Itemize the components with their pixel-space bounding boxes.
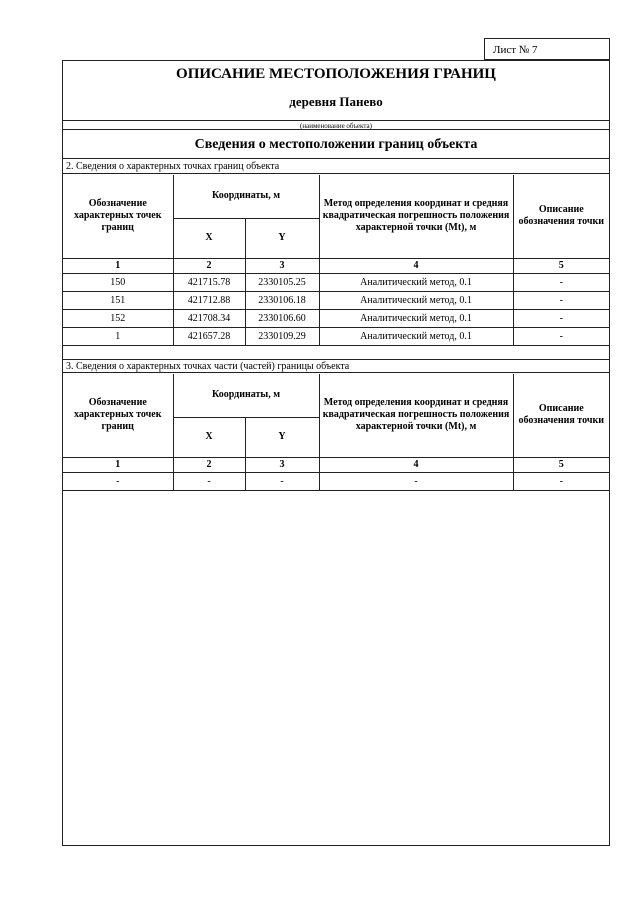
document-frame bbox=[62, 60, 610, 846]
col-header-description: Описание обозначения точки bbox=[513, 175, 609, 258]
coord-x: 421715.78 bbox=[173, 273, 245, 291]
col-number: 2 bbox=[173, 258, 245, 273]
section3-heading: 3. Сведения о характерных точках части (частей) границы объекта bbox=[63, 359, 609, 373]
col-number: 5 bbox=[513, 258, 609, 273]
col-header-method: Метод определения координат и средняя квадратическая погрешность положения характерной точки (Mt), м bbox=[319, 175, 513, 258]
method: Аналитический метод, 0.1 bbox=[319, 273, 513, 291]
coord-y: 2330105.25 bbox=[245, 273, 319, 291]
col-header-coords: Координаты, м bbox=[173, 175, 319, 218]
coord-y: - bbox=[245, 472, 319, 490]
col-number: 3 bbox=[245, 258, 319, 273]
sheet-number: Лист № 7 bbox=[484, 38, 610, 60]
document-title: ОПИСАНИЕ МЕСТОПОЛОЖЕНИЯ ГРАНИЦ bbox=[176, 66, 496, 82]
table-row bbox=[63, 472, 609, 490]
point-id: 150 bbox=[63, 273, 173, 291]
coord-y: 2330106.18 bbox=[245, 291, 319, 309]
col-number: 2 bbox=[173, 457, 245, 472]
point-id: 151 bbox=[63, 291, 173, 309]
col-header-designation: Обозначение характерных точек границ bbox=[63, 175, 173, 258]
section3-table bbox=[63, 374, 609, 491]
point-description: - bbox=[513, 327, 609, 345]
section-title: Сведения о местоположении границ объекта bbox=[63, 131, 609, 159]
point-description: - bbox=[513, 472, 609, 490]
col-number: 1 bbox=[63, 457, 173, 472]
point-description: - bbox=[513, 309, 609, 327]
table-row bbox=[63, 309, 609, 327]
col-header-description: Описание обозначения точки bbox=[513, 374, 609, 457]
col-number: 1 bbox=[63, 258, 173, 273]
coord-x: 421708.34 bbox=[173, 309, 245, 327]
col-header-coords: Координаты, м bbox=[173, 374, 319, 417]
section2-table bbox=[63, 175, 609, 346]
method: Аналитический метод, 0.1 bbox=[319, 327, 513, 345]
table-row bbox=[63, 327, 609, 345]
point-description: - bbox=[513, 273, 609, 291]
col-header-y: Y bbox=[245, 417, 319, 457]
method: - bbox=[319, 472, 513, 490]
coord-y: 2330109.29 bbox=[245, 327, 319, 345]
table-row bbox=[63, 291, 609, 309]
coord-x: 421657.28 bbox=[173, 327, 245, 345]
method: Аналитический метод, 0.1 bbox=[319, 309, 513, 327]
point-description: - bbox=[513, 291, 609, 309]
col-header-method: Метод определения координат и средняя квадратическая погрешность положения характерной точки (Mt), м bbox=[319, 374, 513, 457]
section2-heading: 2. Сведения о характерных точках границ объекта bbox=[63, 160, 609, 174]
col-number: 4 bbox=[319, 258, 513, 273]
col-number: 3 bbox=[245, 457, 319, 472]
col-header-x: X bbox=[173, 218, 245, 258]
object-name: деревня Панево bbox=[289, 94, 383, 109]
col-number: 5 bbox=[513, 457, 609, 472]
col-number: 4 bbox=[319, 457, 513, 472]
point-id: - bbox=[63, 472, 173, 490]
method: Аналитический метод, 0.1 bbox=[319, 291, 513, 309]
object-name-caption: (наименование объекта) bbox=[63, 120, 609, 130]
table-row bbox=[63, 273, 609, 291]
coord-y: 2330106.60 bbox=[245, 309, 319, 327]
point-id: 1 bbox=[63, 327, 173, 345]
col-header-designation: Обозначение характерных точек границ bbox=[63, 374, 173, 457]
point-id: 152 bbox=[63, 309, 173, 327]
coord-x: 421712.88 bbox=[173, 291, 245, 309]
col-header-y: Y bbox=[245, 218, 319, 258]
coord-x: - bbox=[173, 472, 245, 490]
col-header-x: X bbox=[173, 417, 245, 457]
